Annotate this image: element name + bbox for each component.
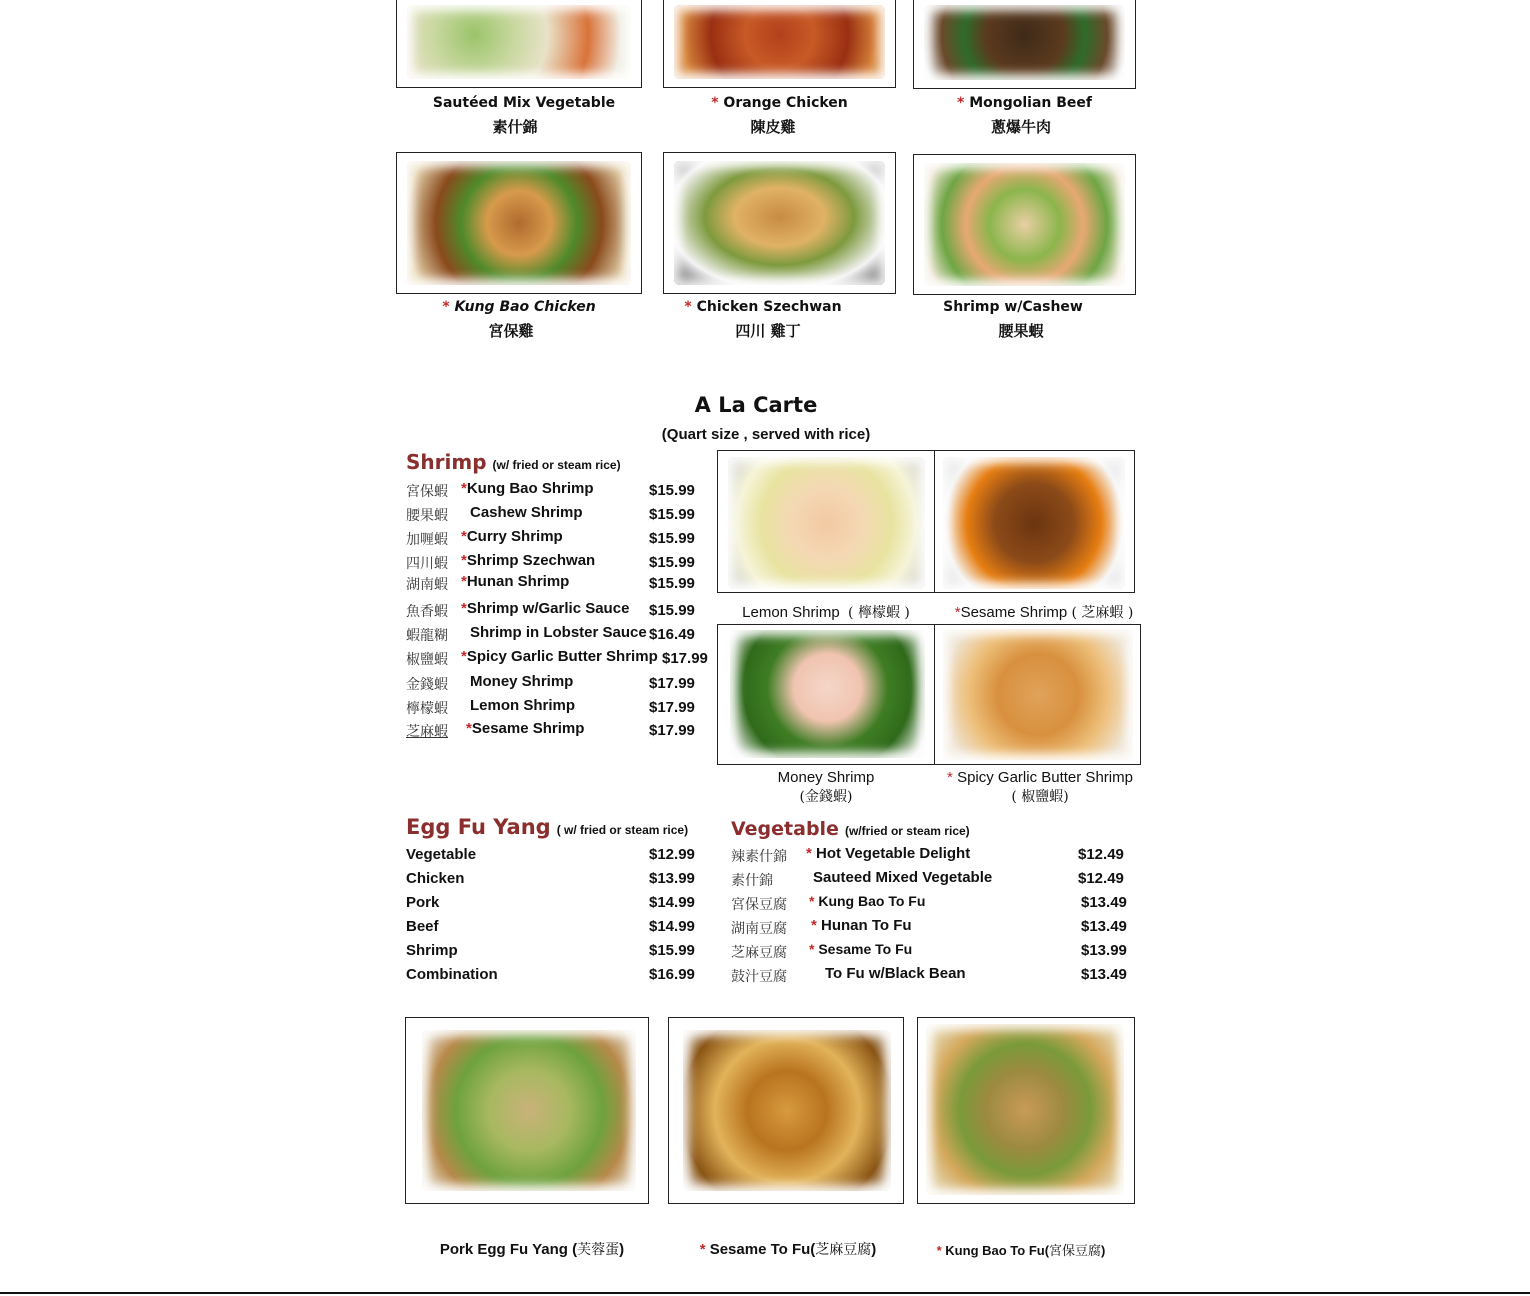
dish-name: Sautéed Mix Vegetable	[432, 95, 616, 111]
menu-item-name	[461, 697, 575, 714]
menu-item-row	[406, 528, 716, 550]
menu-item-price: $14.99	[649, 894, 695, 911]
menu-item-label: Kung Bao To Fu	[818, 893, 926, 909]
menu-item-chinese: 加喱蝦	[406, 532, 448, 548]
photo-caption-en: Sesame To Fu(	[709, 1241, 816, 1258]
spicy-marker: *	[684, 299, 697, 315]
menu-item-name	[461, 528, 563, 545]
photo-caption-money-shrimp	[718, 769, 934, 806]
photo-caption-spicy-garlic-butter-shrimp	[935, 769, 1145, 806]
spicy-marker: *	[461, 573, 467, 590]
photo-caption-en: Spicy Garlic Butter Shrimp	[957, 769, 1133, 786]
menu-item-row	[731, 893, 1141, 915]
menu-item-row	[406, 648, 716, 670]
spicy-marker: *	[809, 893, 815, 909]
menu-item-price: $15.99	[649, 506, 695, 523]
menu-item-row	[406, 918, 706, 940]
menu-item-chinese: 鼓汁豆腐	[731, 969, 787, 985]
spicy-marker: *	[947, 769, 958, 786]
spicy-marker: *	[809, 941, 815, 957]
photo-caption-kung-bao-to-fu	[917, 1240, 1125, 1259]
dish-caption	[663, 299, 863, 315]
menu-item-name: Chicken	[406, 870, 465, 887]
menu-item-name	[466, 720, 584, 737]
dish-name: Orange Chicken	[723, 95, 848, 111]
menu-item-label: Sauteed Mixed Vegetable	[813, 869, 993, 886]
dish-caption	[913, 299, 1113, 315]
menu-item-price: $17.99	[649, 722, 695, 739]
menu-item-chinese: 宮保豆腐	[731, 897, 787, 913]
menu-item-chinese: 芝麻豆腐	[731, 945, 787, 961]
photo-caption-close: )	[619, 1241, 625, 1258]
menu-item-price: $16.49	[649, 626, 695, 643]
menu-item-row	[406, 720, 716, 742]
dish-caption	[663, 95, 896, 111]
menu-item-row	[406, 504, 716, 526]
menu-item-name	[461, 624, 647, 641]
menu-item-price: $15.99	[649, 575, 695, 592]
photo-caption-zh: (金錢蝦)	[799, 789, 853, 805]
menu-item-name: Beef	[406, 918, 439, 935]
menu-item-chinese: 四川蝦	[406, 556, 448, 572]
menu-item-price: $15.99	[649, 482, 695, 499]
dish-photo-kung-bao-chicken	[396, 152, 642, 294]
menu-item-name	[813, 869, 992, 886]
photo-caption-lemon-shrimp	[718, 602, 934, 622]
menu-item-name	[809, 941, 912, 957]
photo-caption-zh: 芝麻豆腐	[815, 1242, 872, 1258]
menu-item-row	[406, 846, 706, 868]
spicy-marker: *	[466, 720, 472, 737]
menu-item-row	[406, 480, 716, 502]
spicy-marker: *	[936, 1243, 942, 1258]
menu-item-chinese: 湖南蝦	[406, 577, 448, 593]
menu-item-price: $13.49	[1081, 894, 1127, 911]
menu-item-row	[406, 942, 706, 964]
menu-item-label: Cashew Shrimp	[470, 504, 583, 521]
menu-item-price: $13.49	[1081, 966, 1127, 983]
page-bottom-rule	[0, 1292, 1530, 1294]
menu-item-price: $17.99	[649, 675, 695, 692]
photo-caption-close: )	[1101, 1243, 1106, 1258]
egg-fu-yang-heading	[406, 815, 688, 839]
menu-item-name	[461, 648, 658, 665]
dish-chinese-name: 宮保雞	[488, 322, 534, 340]
menu-item-label: Sesame Shrimp	[471, 720, 585, 737]
dish-photo-kung-bao-to-fu	[917, 1017, 1135, 1204]
photo-caption-zh: 宮保豆腐	[1049, 1244, 1102, 1259]
menu-item-label: Shrimp Szechwan	[466, 552, 596, 569]
section-subtitle: (Quart size , served with rice)	[661, 426, 871, 443]
spicy-marker: *	[461, 480, 467, 497]
menu-item-chinese: 椒鹽蝦	[406, 652, 448, 668]
dish-photo-sesame-shrimp	[943, 457, 1125, 589]
menu-item-name	[461, 552, 595, 569]
dish-photo-chicken-szechwan	[663, 152, 896, 294]
dish-caption	[913, 95, 1136, 111]
menu-item-name	[461, 573, 569, 590]
dish-photo-sesame-to-fu	[668, 1017, 904, 1204]
photo-caption-en: Lemon Shrimp	[742, 604, 840, 621]
menu-item-chinese: 腰果蝦	[406, 508, 448, 524]
menu-item-chinese: 檸檬蝦	[406, 701, 448, 717]
dish-caption	[396, 299, 642, 315]
menu-item-price: $13.99	[649, 870, 695, 887]
dish-chinese-name: 素什錦	[492, 118, 538, 136]
spicy-marker: *	[811, 917, 817, 934]
photo-caption-sesame-shrimp	[935, 602, 1153, 622]
photo-caption-zh: ( 檸檬蝦 )	[848, 605, 910, 621]
menu-item-label: Hunan Shrimp	[466, 573, 570, 590]
dish-photo-pork-egg-fu-yang	[405, 1017, 649, 1204]
dish-name: Chicken Szechwan	[696, 299, 842, 315]
menu-item-chinese: 芝麻蝦	[406, 724, 448, 740]
menu-item-row	[406, 673, 716, 695]
dish-photo-lemon-shrimp	[728, 457, 925, 589]
menu-item-chinese: 素什錦	[731, 873, 773, 889]
divider	[934, 450, 935, 593]
dish-name: Kung Bao Chicken	[454, 299, 596, 315]
menu-item-price: $16.99	[649, 966, 695, 983]
menu-item-row	[731, 941, 1141, 963]
divider	[934, 624, 935, 765]
dish-photo-orange-chicken	[663, 0, 896, 88]
menu-item-name	[806, 845, 970, 862]
menu-item-label: Hot Vegetable Delight	[816, 845, 971, 862]
photo-caption-zh: 芙蓉蛋	[577, 1242, 620, 1258]
menu-item-price: $12.49	[1078, 870, 1124, 887]
menu-item-label: Spicy Garlic Butter Shrimp	[466, 648, 658, 665]
dish-name: Mongolian Beef	[969, 95, 1092, 111]
shrimp-heading-note: (w/ fried or steam rice)	[492, 458, 621, 472]
dish-name: Shrimp w/Cashew	[943, 299, 1083, 315]
menu-item-label: Shrimp in Lobster Sauce	[470, 624, 647, 641]
menu-item-name: Pork	[406, 894, 440, 911]
menu-item-row	[406, 552, 716, 574]
menu-item-chinese: 宮保蝦	[406, 484, 448, 500]
menu-item-name	[811, 917, 912, 934]
menu-item-name: Combination	[406, 966, 498, 983]
menu-item-row	[406, 573, 716, 595]
dish-photo-money-shrimp	[730, 630, 925, 758]
spicy-marker: *	[461, 552, 467, 569]
menu-item-chinese: 蝦龍糊	[406, 628, 448, 644]
egg-fu-yang-heading-note: ( w/ fried or steam rice)	[556, 823, 689, 837]
menu-item-name	[461, 480, 594, 497]
menu-item-row	[406, 966, 706, 988]
photo-caption-close: )	[871, 1241, 877, 1258]
dish-chinese-name: 四川 雞丁	[735, 322, 801, 340]
menu-item-label: To Fu w/Black Bean	[825, 965, 966, 982]
spicy-marker: *	[954, 604, 961, 621]
menu-item-label: Kung Bao Shrimp	[466, 480, 594, 497]
menu-item-row	[406, 697, 716, 719]
vegetable-heading-note: (w/fried or steam rice)	[844, 824, 970, 838]
menu-item-price: $15.99	[649, 554, 695, 571]
menu-item-price: $12.49	[1078, 846, 1124, 863]
dish-chinese-name: 蔥爆牛肉	[990, 118, 1051, 136]
menu-item-price: $17.99	[662, 650, 708, 667]
spicy-marker: *	[461, 528, 467, 545]
spicy-marker: *	[711, 95, 724, 111]
menu-item-chinese: 魚香蝦	[406, 604, 448, 620]
menu-item-price: $13.49	[1081, 918, 1127, 935]
photo-caption-zh: ( 椒鹽蝦)	[1011, 789, 1069, 805]
spicy-marker: *	[957, 95, 970, 111]
vegetable-heading-title: Vegetable	[731, 818, 839, 840]
menu-item-price: $15.99	[649, 602, 695, 619]
section-title: A La Carte	[694, 393, 818, 417]
menu-item-price: $17.99	[649, 699, 695, 716]
menu-item-row	[406, 600, 716, 622]
shrimp-heading-title: Shrimp	[406, 450, 487, 474]
menu-item-label: Curry Shrimp	[466, 528, 563, 545]
menu-item-row	[731, 965, 1141, 987]
menu-item-chinese: 辣素什錦	[731, 849, 787, 865]
menu-item-name	[461, 600, 629, 617]
spicy-marker: *	[461, 600, 467, 617]
dish-chinese-name: 陳皮雞	[750, 118, 796, 136]
photo-caption-en: Pork Egg Fu Yang (	[439, 1241, 578, 1258]
photo-caption-en: Sesame Shrimp	[960, 604, 1068, 621]
menu-item-row	[406, 624, 716, 646]
menu-item-label: Lemon Shrimp	[470, 697, 576, 714]
menu-item-row	[406, 870, 706, 892]
photo-caption-zh: ( 芝麻蝦 )	[1071, 605, 1134, 621]
dish-photo-shrimp-cashew	[913, 154, 1136, 295]
menu-item-chinese: 湖南豆腐	[731, 921, 787, 937]
menu-item-row	[731, 845, 1141, 867]
menu-item-row	[731, 917, 1141, 939]
dish-photo-mongolian-beef	[913, 0, 1136, 89]
menu-item-price: $12.99	[649, 846, 695, 863]
egg-fu-yang-heading-title: Egg Fu Yang	[406, 815, 551, 839]
menu-item-name	[461, 673, 573, 690]
menu-item-name	[461, 504, 583, 521]
menu-item-name: Shrimp	[406, 942, 458, 959]
spicy-marker: *	[461, 648, 467, 665]
photo-caption-en: Kung Bao To Fu(	[945, 1243, 1050, 1258]
dish-photo-spicy-garlic-butter-shrimp	[943, 629, 1133, 760]
menu-item-name	[809, 893, 925, 909]
menu-item-row	[406, 894, 706, 916]
spicy-marker: *	[806, 845, 812, 862]
dish-chinese-name: 腰果蝦	[998, 322, 1044, 340]
vegetable-heading	[731, 818, 970, 840]
menu-item-chinese: 金錢蝦	[406, 677, 448, 693]
menu-item-name	[825, 965, 966, 982]
menu-item-price: $15.99	[649, 942, 695, 959]
menu-item-price: $13.99	[1081, 942, 1127, 959]
menu-item-name: Vegetable	[406, 846, 477, 863]
dish-caption	[396, 95, 652, 111]
photo-caption-pork-egg-fu-yang	[405, 1239, 659, 1259]
menu-item-label: Money Shrimp	[470, 673, 574, 690]
menu-item-price: $14.99	[649, 918, 695, 935]
photo-caption-en: Money Shrimp	[777, 769, 875, 786]
shrimp-heading	[406, 450, 621, 474]
spicy-marker: *	[699, 1241, 706, 1258]
menu-item-label: Sesame To Fu	[818, 941, 913, 957]
photo-caption-sesame-to-fu	[668, 1239, 908, 1259]
spicy-marker: *	[442, 299, 455, 315]
menu-item-label: Hunan To Fu	[821, 917, 912, 934]
menu-item-price: $15.99	[649, 530, 695, 547]
dish-photo-sauteed-mix-vegetable	[396, 0, 642, 88]
menu-item-label: Shrimp w/Garlic Sauce	[466, 600, 630, 617]
menu-item-row	[731, 869, 1141, 891]
